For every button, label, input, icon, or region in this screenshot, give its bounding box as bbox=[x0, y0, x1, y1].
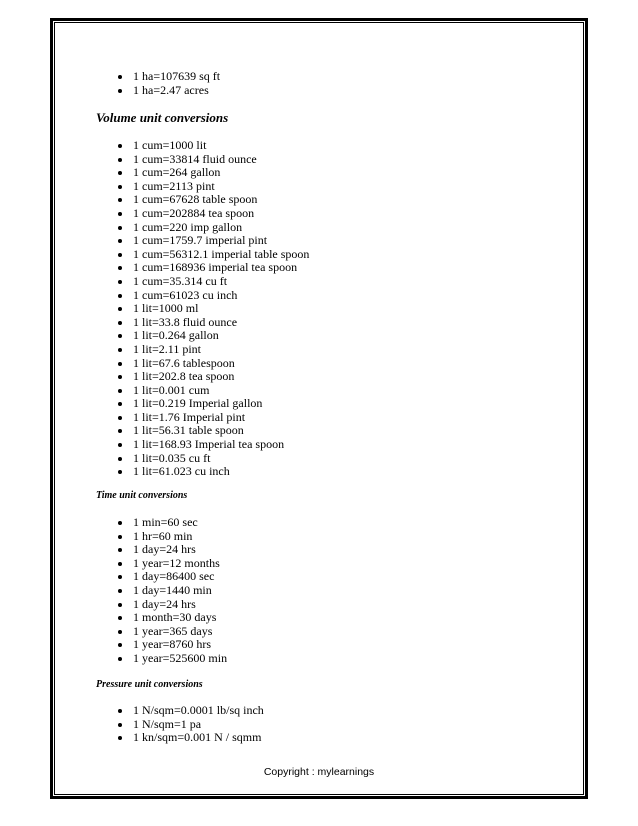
list-item: 1 cum=33814 fluid ounce bbox=[0, 153, 638, 167]
list-item: 1 cum=220 imp gallon bbox=[0, 221, 638, 235]
list-item: 1 N/sqm=1 pa bbox=[0, 718, 638, 732]
list-item: 1 cum=168936 imperial tea spoon bbox=[0, 261, 638, 275]
list-item: 1 cum=61023 cu inch bbox=[0, 289, 638, 303]
list-item: 1 ha=107639 sq ft bbox=[0, 70, 638, 84]
list-item: 1 cum=2113 pint bbox=[0, 180, 638, 194]
list-item: 1 kn/sqm=0.001 N / sqmm bbox=[0, 731, 638, 745]
list-item: 1 day=24 hrs bbox=[0, 543, 638, 557]
list-item: 1 lit=2.11 pint bbox=[0, 343, 638, 357]
list-item: 1 lit=1000 ml bbox=[0, 302, 638, 316]
pressure-heading: Pressure unit conversions bbox=[96, 679, 203, 690]
time-heading: Time unit conversions bbox=[96, 490, 188, 501]
volume-conversions-list bbox=[0, 139, 638, 479]
list-item: 1 lit=67.6 tablespoon bbox=[0, 357, 638, 371]
list-item: 1 lit=202.8 tea spoon bbox=[0, 370, 638, 384]
list-item: 1 year=365 days bbox=[0, 625, 638, 639]
list-item: 1 cum=1000 lit bbox=[0, 139, 638, 153]
time-conversions-list bbox=[0, 516, 638, 666]
list-item: 1 cum=67628 table spoon bbox=[0, 193, 638, 207]
list-item: 1 year=525600 min bbox=[0, 652, 638, 666]
list-item: 1 lit=168.93 Imperial tea spoon bbox=[0, 438, 638, 452]
list-item: 1 lit=1.76 Imperial pint bbox=[0, 411, 638, 425]
list-item: 1 cum=35.314 cu ft bbox=[0, 275, 638, 289]
list-item: 1 day=1440 min bbox=[0, 584, 638, 598]
list-item: 1 lit=0.219 Imperial gallon bbox=[0, 397, 638, 411]
list-item: 1 lit=0.035 cu ft bbox=[0, 452, 638, 466]
list-item: 1 day=24 hrs bbox=[0, 598, 638, 612]
list-item: 1 hr=60 min bbox=[0, 530, 638, 544]
volume-heading: Volume unit conversions bbox=[96, 110, 229, 125]
list-item: 1 year=8760 hrs bbox=[0, 638, 638, 652]
pressure-conversions-list bbox=[0, 704, 638, 745]
list-item: 1 lit=0.264 gallon bbox=[0, 329, 638, 343]
list-item: 1 cum=202884 tea spoon bbox=[0, 207, 638, 221]
list-item: 1 lit=56.31 table spoon bbox=[0, 424, 638, 438]
list-item: 1 lit=0.001 cum bbox=[0, 384, 638, 398]
area-conversions-list bbox=[0, 70, 638, 97]
list-item: 1 lit=33.8 fluid ounce bbox=[0, 316, 638, 330]
list-item: 1 year=12 months bbox=[0, 557, 638, 571]
copyright-footer: Copyright : mylearnings bbox=[263, 766, 375, 778]
list-item: 1 min=60 sec bbox=[0, 516, 638, 530]
list-item: 1 month=30 days bbox=[0, 611, 638, 625]
list-item: 1 cum=264 gallon bbox=[0, 166, 638, 180]
list-item: 1 day=86400 sec bbox=[0, 570, 638, 584]
list-item: 1 lit=61.023 cu inch bbox=[0, 465, 638, 479]
list-item: 1 N/sqm=0.0001 lb/sq inch bbox=[0, 704, 638, 718]
list-item: 1 ha=2.47 acres bbox=[0, 84, 638, 98]
list-item: 1 cum=1759.7 imperial pint bbox=[0, 234, 638, 248]
list-item: 1 cum=56312.1 imperial table spoon bbox=[0, 248, 638, 262]
